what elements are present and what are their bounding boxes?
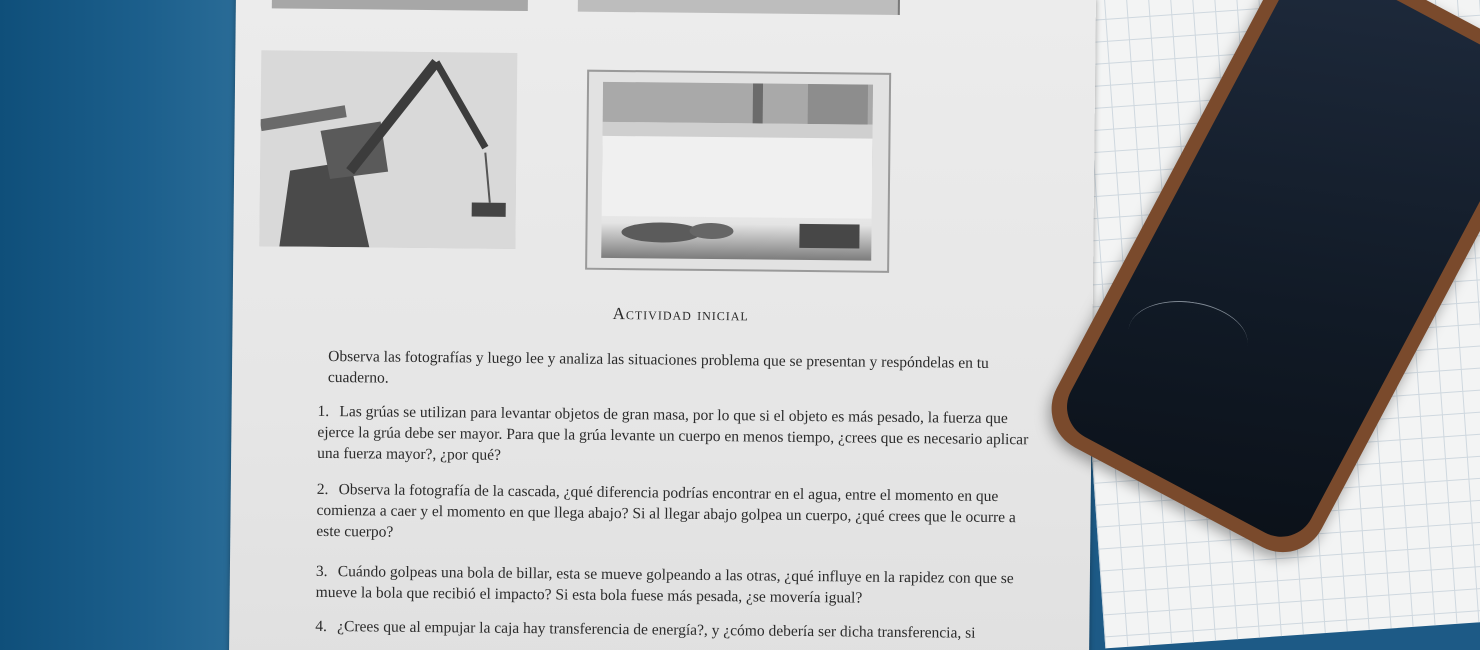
question-1	[317, 401, 1038, 472]
question-number: 2.	[316, 480, 329, 498]
question-4	[315, 616, 1035, 645]
question-text: Cuándo golpeas una bola de billar, esta se mueve golpeando a las otras, ¿qué influye en la rapidez con que se mueve la bola que recibió el impacto? Si esta bola fuese más pesada, ¿se movería igual?	[315, 563, 1014, 607]
question-text: Las grúas se utilizan para levantar objetos de gran masa, por lo que si el objeto es más pesado, la fuerza que ejerce la grúa debe ser mayor. Para que la grúa levante un cuerpo en menos tiempo, ¿crees que es necesario aplicar una fuerza mayor?, ¿por qué?	[317, 403, 1029, 464]
blue-tabletop	[0, 0, 240, 650]
activity-title: Actividad inicial	[612, 303, 749, 325]
question-number: 1.	[317, 402, 330, 420]
top-photo-right	[578, 0, 900, 15]
question-number: 3.	[315, 562, 328, 580]
intro-paragraph: Observa las fotografías y luego lee y analiza las situaciones problema que se presentan y respóndelas en tu cuaderno.	[327, 347, 989, 387]
top-photo-left	[272, 0, 528, 11]
question-2	[316, 479, 1037, 550]
waterfall-image	[601, 82, 873, 261]
question-number: 4.	[315, 617, 328, 635]
screen-crack	[1124, 294, 1253, 381]
crane-photo	[259, 50, 517, 249]
question-text: ¿Crees que al empujar la caja hay transferencia de energía?, y ¿cómo debería ser dicha transferencia, si	[337, 618, 976, 642]
worksheet-page	[229, 0, 1096, 650]
waterfall-photo	[585, 70, 891, 273]
question-text: Observa la fotografía de la cascada, ¿qué diferencia podrías encontrar en el agua, entre el momento en que comienza a caer y el momento en que llega abajo? Si al llegar abajo golpea un cuerpo, ¿qué crees que le ocurre a este cuerpo?	[316, 481, 1016, 541]
question-3	[316, 561, 1036, 611]
